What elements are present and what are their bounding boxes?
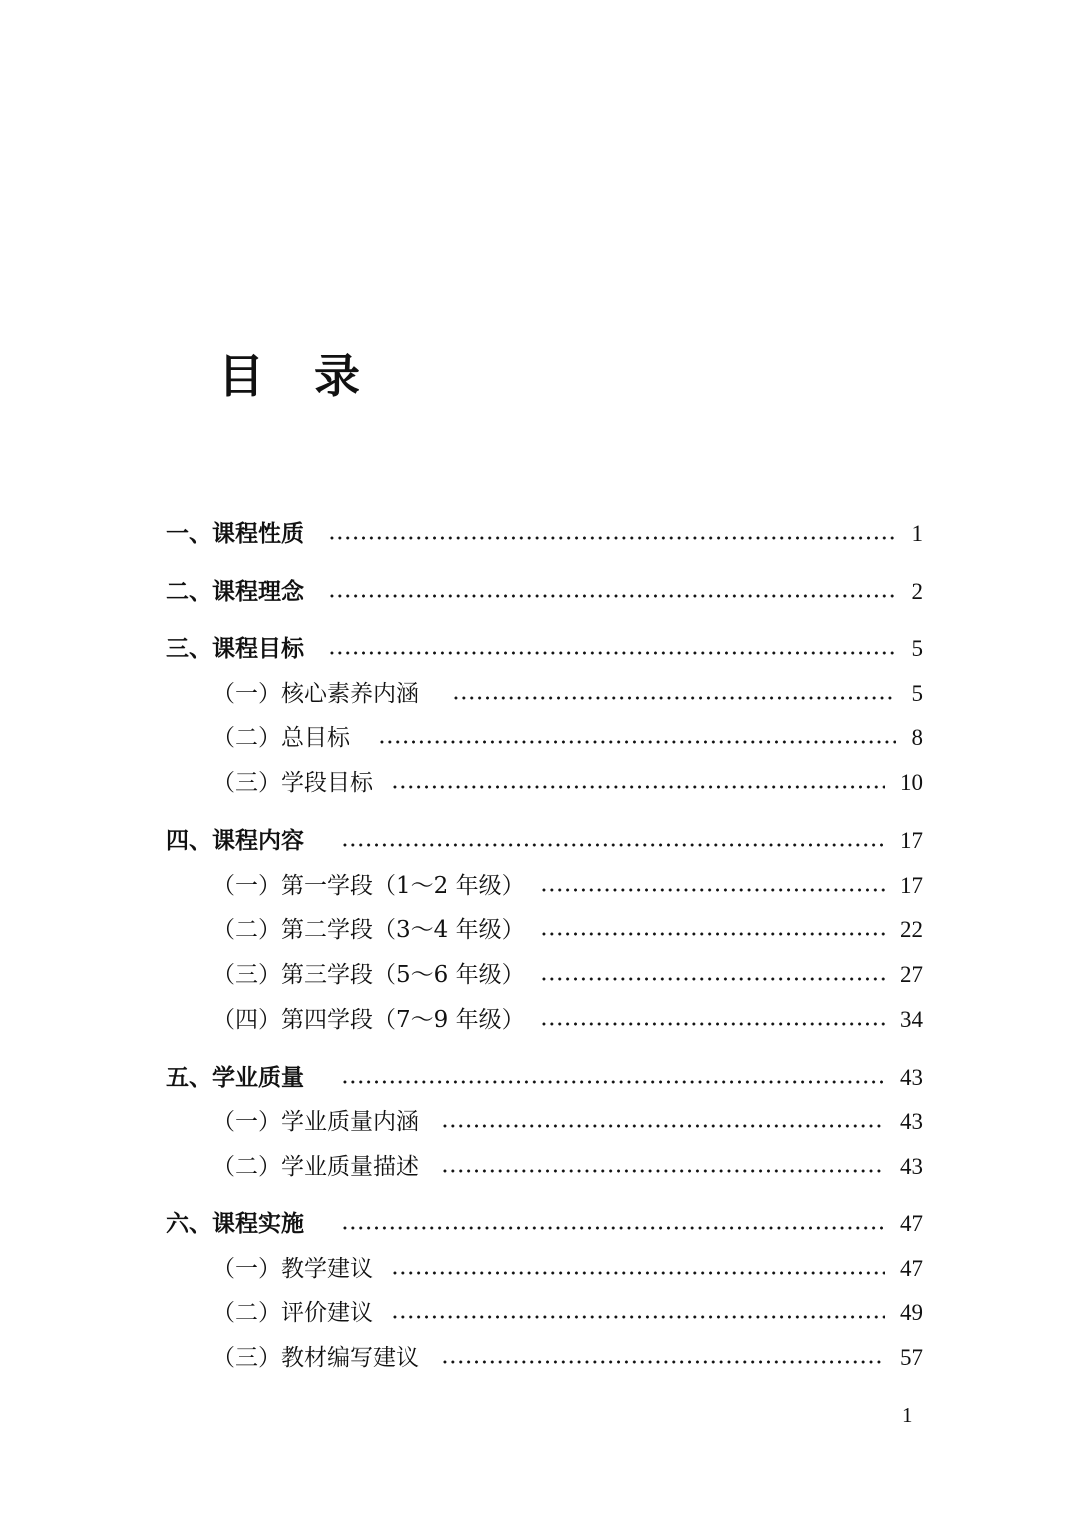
toc-entry-label: （三）学段目标	[212, 770, 373, 796]
toc-entry[interactable]	[0, 824, 1087, 858]
toc-entry[interactable]	[0, 913, 1087, 947]
toc-entry-label: （三）第三学段（5～6 年级）	[212, 962, 525, 988]
toc-entry[interactable]	[0, 958, 1087, 992]
toc-entry-page: 49	[900, 1300, 923, 1325]
toc-entry-label: 六、课程实施	[166, 1211, 304, 1237]
leader-dots	[540, 977, 885, 981]
toc-entry-page: 17	[900, 828, 923, 853]
leader-dots	[341, 843, 885, 847]
leader-dots	[540, 932, 885, 936]
toc-entry[interactable]	[0, 1150, 1087, 1184]
leader-dots	[391, 1271, 885, 1275]
toc-entry-page: 22	[900, 917, 923, 942]
leader-dots	[540, 888, 885, 892]
leader-dots	[452, 696, 896, 700]
toc-entry[interactable]	[0, 1105, 1087, 1139]
toc-entry-label: 三、课程目标	[166, 636, 304, 662]
toc-entry-page: 34	[900, 1007, 923, 1032]
toc-entry-label: 五、学业质量	[166, 1065, 304, 1091]
toc-entry-page: 2	[911, 579, 923, 604]
leader-dots	[341, 1226, 885, 1230]
toc-entry-page: 43	[900, 1154, 923, 1179]
toc-entry-label: （二）总目标	[212, 725, 350, 751]
toc-entry-label: 二、课程理念	[166, 579, 304, 605]
page-title: 目 录	[218, 349, 362, 403]
toc-entry[interactable]	[0, 1207, 1087, 1241]
leader-dots	[341, 1080, 885, 1084]
toc-entry[interactable]	[0, 575, 1087, 609]
toc-entry-label: （一）教学建议	[212, 1256, 373, 1282]
toc-entry[interactable]	[0, 721, 1087, 755]
leader-dots	[328, 651, 896, 655]
toc-entry-page: 10	[900, 770, 923, 795]
leader-dots	[441, 1124, 885, 1128]
page-number: 1	[902, 1403, 913, 1427]
toc-entry[interactable]	[0, 869, 1087, 903]
toc-entry-label: （一）学业质量内涵	[212, 1109, 419, 1135]
leader-dots	[378, 740, 896, 744]
toc-entry-page: 43	[900, 1109, 923, 1134]
toc-entry[interactable]	[0, 1061, 1087, 1095]
leader-dots	[441, 1360, 885, 1364]
toc-entry[interactable]	[0, 1252, 1087, 1286]
toc-entry-page: 47	[900, 1256, 923, 1281]
toc-entry-page: 27	[900, 962, 923, 987]
toc-entry[interactable]	[0, 632, 1087, 666]
toc-entry-page: 17	[900, 873, 923, 898]
leader-dots	[391, 1315, 885, 1319]
toc-entry-label: （二）评价建议	[212, 1300, 373, 1326]
toc-entry[interactable]	[0, 766, 1087, 800]
toc-entry[interactable]	[0, 1341, 1087, 1375]
toc-entry-label: （一）第一学段（1～2 年级）	[212, 873, 525, 899]
leader-dots	[328, 536, 896, 540]
toc-entry-page: 47	[900, 1211, 923, 1236]
toc-entry-page: 8	[911, 725, 923, 750]
leader-dots	[441, 1169, 885, 1173]
toc-entry-label: 四、课程内容	[166, 828, 304, 854]
toc-entry[interactable]	[0, 517, 1087, 551]
toc-entry-label: （二）第二学段（3～4 年级）	[212, 917, 525, 943]
toc-entry-label: （一）核心素养内涵	[212, 681, 419, 707]
toc-entry-page: 5	[911, 636, 923, 661]
toc-entry-label: （四）第四学段（7～9 年级）	[212, 1007, 525, 1033]
toc-entry-page: 43	[900, 1065, 923, 1090]
toc-entry-label: （二）学业质量描述	[212, 1154, 419, 1180]
toc-entry-label: （三）教材编写建议	[212, 1345, 419, 1371]
toc-entry[interactable]	[0, 677, 1087, 711]
toc-entry-page: 57	[900, 1345, 923, 1370]
toc-entry-label: 一、课程性质	[166, 521, 304, 547]
toc-entry-page: 1	[911, 521, 923, 546]
toc-entry[interactable]	[0, 1296, 1087, 1330]
leader-dots	[328, 594, 896, 598]
leader-dots	[391, 785, 885, 789]
toc-entry[interactable]	[0, 1003, 1087, 1037]
leader-dots	[540, 1022, 885, 1026]
toc-entry-page: 5	[911, 681, 923, 706]
